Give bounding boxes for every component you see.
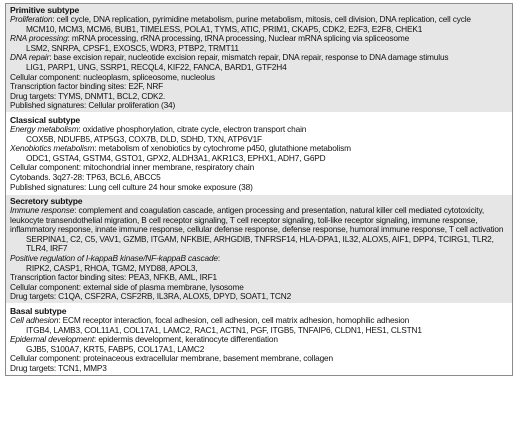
annotation-line [10,101,508,111]
annotation-line [10,292,508,302]
section-title: Classical subtype [10,114,81,125]
line-text: : base excision repair, nucleotide excision repair, mismatch repair, DNA repair, response to DNA damage stimulus [49,52,449,63]
line-text: Cellular component: mitochondrial inner membrane, respiratory chain [10,162,255,173]
category-label: Cell adhesion [10,315,59,326]
annotation-line [10,206,508,235]
line-text: : metabolism of xenobiotics by cytochrome p450, glutathione metabolism [94,143,351,154]
annotation-line [10,364,508,374]
line-text: Drug targets: TYMS, DNMT1, BCL2, CDK2. [10,90,166,101]
line-text: RIPK2, CASP1, RHOA, TGM2, MYD88, APOL3, [26,262,198,273]
line-text: Cytobands. 3q27-28: TP63, BCL6, ABCC5 [10,171,161,182]
line-text: Published signatures: Cellular proliferation (34) [10,100,176,111]
line-text: Transcription factor binding sites: PEA3, NFKB, AML, IRF1 [10,272,217,283]
subtype-table [5,3,513,376]
subtype-section [6,114,512,195]
gene-list [10,235,508,254]
subtype-section [6,195,512,305]
section-title: Basal subtype [10,306,67,317]
annotation-line [10,183,508,193]
line-text: ODC1, GSTA4, GSTM4, GSTO1, GPX2, ALDH3A1, AKR1C3, EPHX1, ADH7, G6PD [26,152,326,163]
category-label: Positive regulation of I-kappaB kinase/NF-kappaB cascade [10,253,218,264]
line-text: : epidermis development, keratinocyte differentiation [94,334,278,345]
category-label: Proliferation [10,14,53,24]
line-text: ITGB4, LAMB3, COL11A1, COL17A1, LAMC2, RAC1, ACTN1, PGF, ITGB5, TNFAIP6, CLDN1, HES1, CLSTN1 [26,324,422,335]
category-label: Immune response [10,205,75,216]
category-label: DNA repair [10,52,50,63]
section-title: Primitive subtype [10,5,80,15]
line-text: Cellular component: nucleoplasm, spliceosome, nucleolus [10,71,215,82]
line-text: : complement and coagulation cascade, antigen processing and presentation, natural killer cell mediated cytotoxicity, leukocyte transendothelial migration, B cell receptor signaling, T cell receptor signaling, toll-like receptor signaling, immune response, inflammatory response, innate immune response, cellular defense response, defense response, humoral immune response, T cell activation [10,205,504,235]
line-text: : cell cycle, DNA replication, pyrimidine metabolism, purine metabolism, mitosis, cell division, DNA replication, cell cycle [52,14,471,24]
line-text: LSM2, SNRPA, CPSF1, EXOSC5, WDR3, PTBP2, TRMT11 [26,42,239,53]
line-text: Drug targets: TCN1, MMP3 [10,363,107,373]
category-label: Epidermal development [10,334,95,345]
line-text: Cellular component: external side of plasma membrane, lysosome [10,281,244,292]
line-text: Drug targets: C1QA, CSF2RA, CSF2RB, IL3RA, ALOX5, DPYD, SOAT1, TCN2 [10,291,292,302]
line-text: : [217,253,221,264]
section-title: Secretory subtype [10,196,83,207]
category-label: Xenobiotics metabolism [10,143,95,154]
line-text: : oxidative phosphorylation, citrate cycle, electron transport chain [78,123,307,134]
subtype-section [6,4,512,114]
category-label: Energy metabolism [10,123,79,134]
line-text: LIG1, PARP1, UNG, SSRP1, RECQL4, KIF22, FANCA, BARD1, GTF2H4 [26,61,287,72]
line-text: GJB5, S100A7, KRT5, FABP5, COL17A1, LAMC2 [26,343,205,354]
line-text: : mRNA processing, rRNA processing, tRNA processing, Nuclear mRNA splicing via spliceosome [67,33,410,44]
line-text: SERPINA1, C2, C5, VAV1, GZMB, ITGAM, NFKBIE, ARHGDIB, TNFRSF14, HLA-DPA1, IL32, ALOX5, AIF1, DPP4, TCIRG1, TLR2, TLR4, IRF7 [26,233,494,254]
subtype-section [6,305,512,375]
category-label: RNA processing [10,33,68,44]
line-text: Transcription factor binding sites: E2F, NRF [10,81,164,92]
line-text: Cellular component: proteinaceous extracellular membrane, basement membrane, collagen [10,353,333,364]
line-text: : ECM receptor interaction, focal adhesion, cell adhesion, cell matrix adhesion, homophilic adhesion [58,315,410,326]
line-text: MCM10, MCM3, MCM6, BUB1, TIMELESS, POLA1, TYMS, ATIC, PRIM1, CKAP5, CDK2, E2F3, E2F8, CHEK1 [26,23,423,34]
line-text: COX5B, NDUFB5, ATP5G3, COX7B, DLD, SDHD, TXN, ATP6V1F [26,133,262,144]
line-text: Published signatures: Lung cell culture 24 hour smoke exposure (38) [10,181,253,192]
